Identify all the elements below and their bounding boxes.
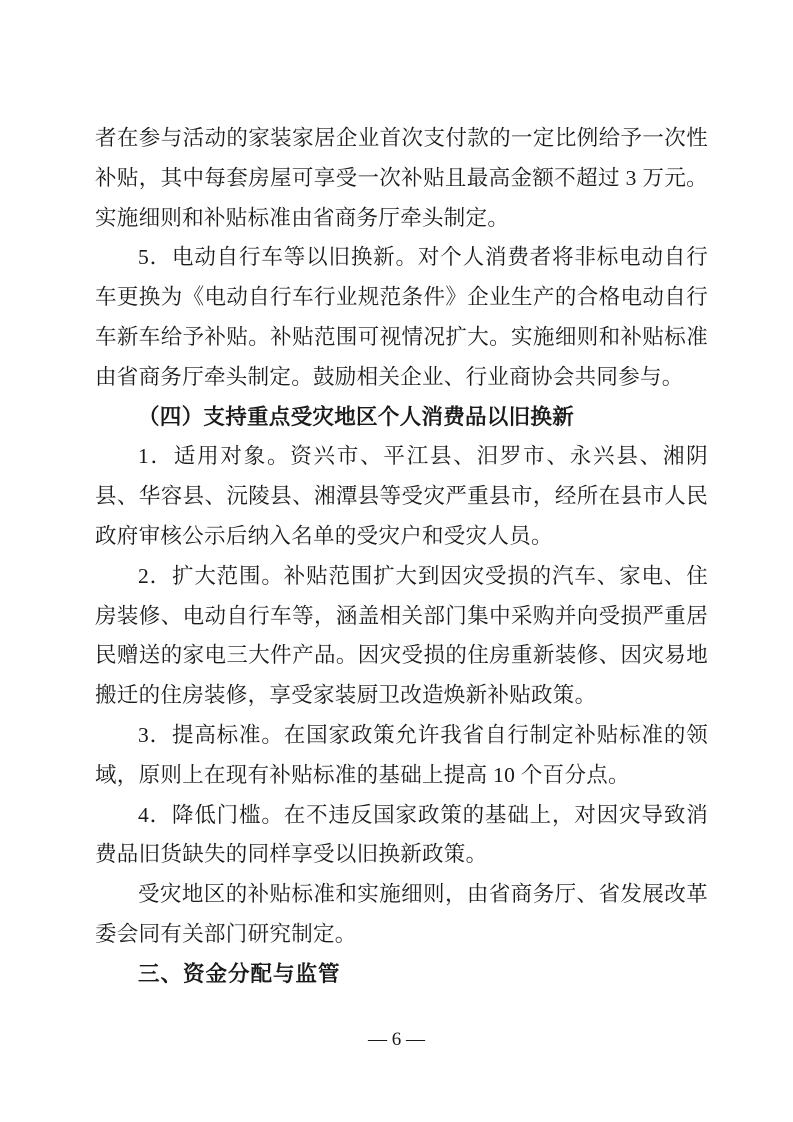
paragraph-item-5-ebike-tradein: 5．电动自行车等以旧换新。对个人消费者将非标电动自行车更换为《电动自行车行业规范条件》企业生产的合格电动自行车新车给予补贴。补贴范围可视情况扩大。实施细则和补贴标准由省商务厅牵头制定。鼓励相关企业、行业商协会共同参与。 (95, 245, 708, 389)
page-footer (0, 1028, 793, 1052)
paragraph-disaster-area-rules: 受灾地区的补贴标准和实施细则，由省商务厅、省发展改革委会同有关部门研究制定。 (95, 882, 708, 946)
page-number: — 6 — (368, 1029, 425, 1050)
paragraph-continuation: 者在参与活动的家装家居企业首次支付款的一定比例给予一次性补贴，其中每套房屋可享受一次补贴且最高金额不超过 3 万元。实施细则和补贴标准由省商务厅牵头制定。 (95, 126, 708, 230)
section-heading-level2-disaster-area-tradein: （四）支持重点受灾地区个人消费品以旧换新 (138, 404, 575, 429)
document-body (95, 119, 708, 995)
paragraph-item-4-lower-threshold: 4．降低门槛。在不违反国家政策的基础上，对因灾导致消费品旧货缺失的同样享受以旧换新政策。 (95, 802, 708, 867)
section-heading-level1-funds-allocation-supervision: 三、资金分配与监管 (138, 961, 341, 986)
paragraph-item-1-applicable-targets: 1．适用对象。资兴市、平江县、汨罗市、永兴县、湘阴县、华容县、沅陵县、湘潭县等受灾严重县市，经所在县市人民政府审核公示后纳入名单的受灾户和受灾人员。 (95, 444, 708, 548)
paragraph-item-2-expand-scope: 2．扩大范围。补贴范围扩大到因灾受损的汽车、家电、住房装修、电动自行车等，涵盖相关部门集中采购并向受损严重居民赠送的家电三大件产品。因灾受损的住房重新装修、因灾易地搬迁的住房装修，享受家装厨卫改造焕新补贴政策。 (95, 563, 708, 708)
paragraph-item-3-raise-standard: 3．提高标准。在国家政策允许我省自行制定补贴标准的领域，原则上在现有补贴标准的基础上提高 10 个百分点。 (95, 722, 708, 787)
